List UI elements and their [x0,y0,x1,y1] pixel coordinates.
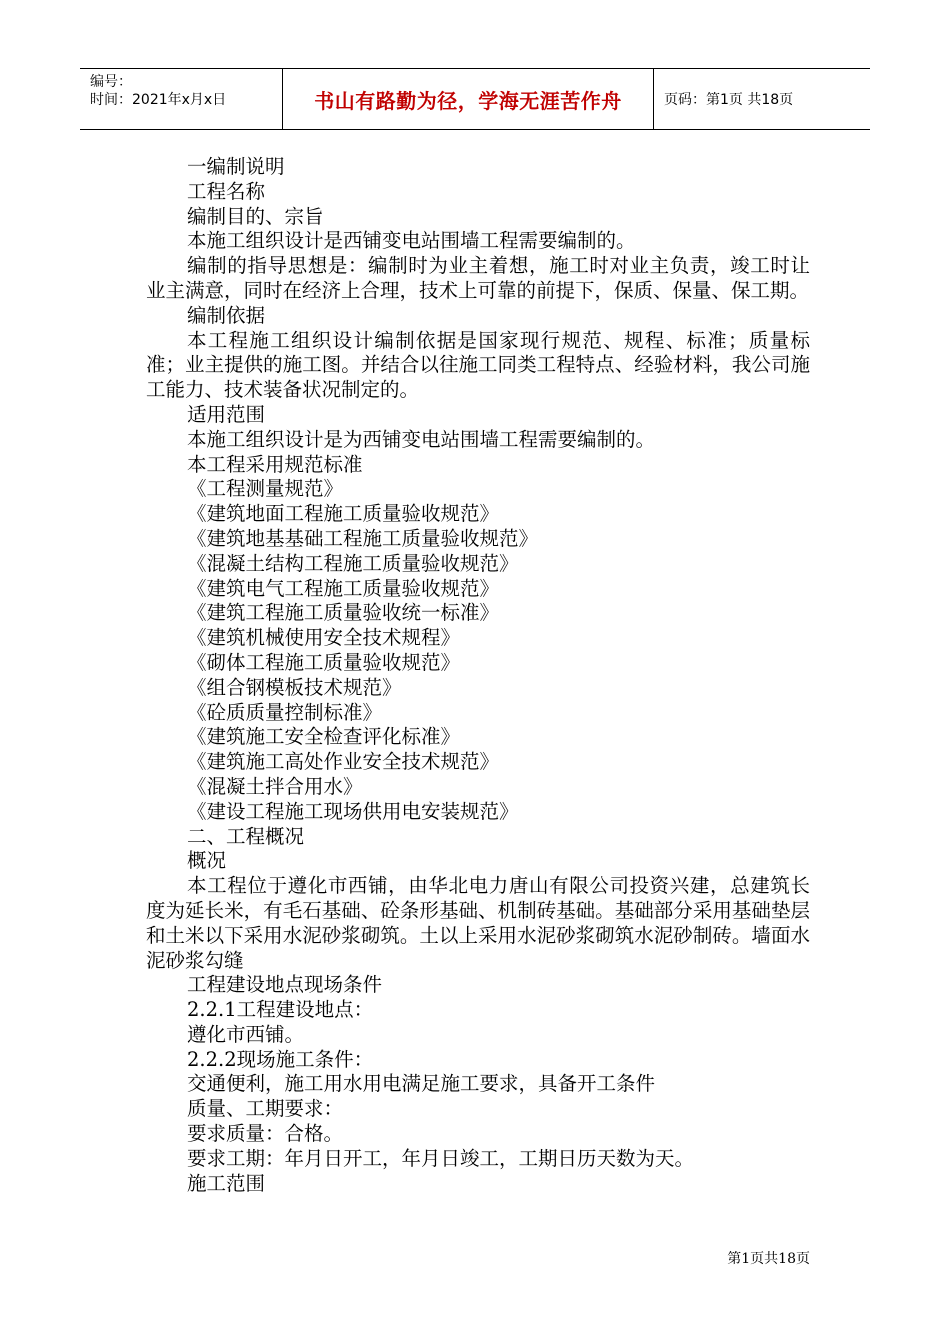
document-body [146,155,810,1196]
paragraph: 工程建设地点现场条件 [187,973,383,997]
heading-1: 一编制说明 [187,155,285,178]
page-footer [0,1248,810,1268]
standard-item: 《建筑地基基础工程施工质量验收规范》 [187,526,539,550]
paragraph: 交通便利，施工用水用电满足施工要求，具备开工条件 [187,1072,656,1096]
paragraph: 概况 [187,849,227,873]
paragraph: 工程名称 [187,179,266,203]
paragraph: 2.2.2现场施工条件： [187,1047,374,1071]
paragraph: 本工程施工组织设计编制依据是国家现行规范、规程、标准；质量标准；业主提供的施工图。并结合以往施工同类工程特点、经验材料，我公司施工能力、技术装备状况制定的。 [146,328,810,402]
paragraph: 2.2.1工程建设地点： [187,998,374,1022]
paragraph: 本工程位于遵化市西铺，由华北电力唐山有限公司投资兴建，总建筑长度为延长米，有毛石基础、砼条形基础、机制砖基础。基础部分采用基础垫层和土米以下采用水泥砂浆砌筑。土以上采用水泥砂浆砌筑水泥砂制砖。墙面水泥砂浆勾缝 [146,874,810,972]
standard-item: 《建筑地面工程施工质量验收规范》 [187,502,500,526]
standard-item: 《混凝土拌合用水》 [187,774,363,798]
header-meta [80,69,282,129]
standard-item: 《建筑工程施工质量验收统一标准》 [187,601,500,625]
standard-item: 《混凝土结构工程施工质量验收规范》 [187,551,519,575]
paragraph: 编制依据 [187,303,266,327]
page-header [80,68,870,130]
heading-2: 二、工程概况 [187,824,305,848]
paragraph: 本施工组织设计是为西铺变电站围墙工程需要编制的。 [187,427,656,451]
standard-item: 《建筑机械使用安全技术规程》 [187,626,461,650]
paragraph: 编制的指导思想是：编制时为业主着想，施工时对业主负责，竣工时让业主满意，同时在经济上合理，技术上可靠的前提下，保质、保量、保工期。 [146,254,810,302]
date-label: 时间：2021年x月x日 [90,92,227,108]
standard-item: 《建筑施工安全检查评化标准》 [187,725,461,749]
standard-item: 《组合钢模板技术规范》 [187,675,402,699]
motto-text: 书山有路勤为径，学海无涯苦作舟 [314,88,622,113]
standard-item: 《工程测量规范》 [187,477,344,501]
header-motto-cell [282,69,654,129]
page-label: 页码：第1页 共18页 [664,92,794,108]
paragraph: 本施工组织设计是西铺变电站围墙工程需要编制的。 [187,229,636,253]
paragraph: 本工程采用规范标准 [187,452,363,476]
paragraph: 施工范围 [187,1171,266,1195]
paragraph: 遵化市西铺。 [187,1022,305,1046]
paragraph: 编制目的、宗旨 [187,204,324,228]
paragraph: 适用范围 [187,402,266,426]
serial-label: 编号： [90,74,132,90]
standard-item: 《砼质质量控制标准》 [187,700,383,724]
paragraph: 要求工期：年月日开工，年月日竣工，工期日历天数为天。 [187,1146,695,1170]
paragraph: 要求质量：合格。 [187,1122,344,1146]
paragraph: 质量、工期要求： [187,1097,344,1121]
standard-item: 《建筑施工高处作业安全技术规范》 [187,750,500,774]
standard-item: 《建设工程施工现场供用电安装规范》 [187,799,519,823]
standard-item: 《建筑电气工程施工质量验收规范》 [187,576,500,600]
standard-item: 《砌体工程施工质量验收规范》 [187,650,461,674]
footer-page-number: 第1页共18页 [727,1251,810,1267]
header-page-cell [654,69,870,129]
